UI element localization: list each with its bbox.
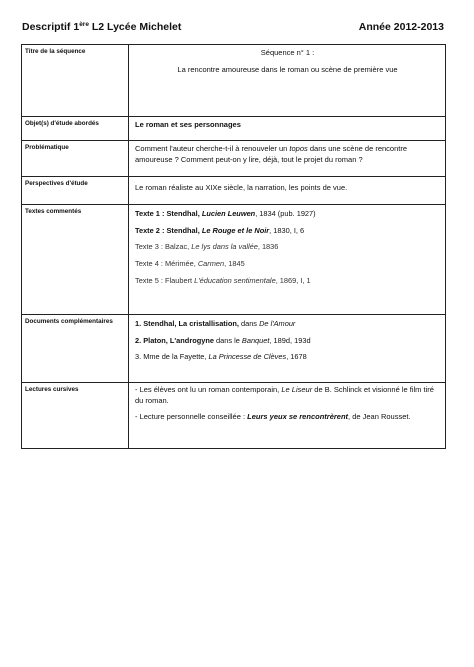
value-titre <box>129 45 446 117</box>
text-item-suffix: , 1869, I, 1 <box>275 275 311 285</box>
row-lectures <box>22 383 446 449</box>
document-item-prefix: 3. Mme de la Fayette, <box>135 352 209 362</box>
lectures-p1-text-b: de B. Schlinck et visionné le film tiré du roman. <box>135 385 434 405</box>
text-item-work: Le lys dans la vallée <box>191 242 258 252</box>
document-item-mid: dans le <box>216 335 242 345</box>
document-item-work: Banquet <box>241 335 270 345</box>
document-item <box>135 319 440 330</box>
value-textes <box>129 205 446 315</box>
text-item-work: L'éducation sentimentale <box>194 275 276 285</box>
row-perspectives <box>22 177 446 205</box>
lectures-p2-text-b: , de Jean Rousset. <box>348 411 411 421</box>
label-objet: Objet(s) d'étude abordés <box>22 117 129 141</box>
text-item-prefix: Texte 2 : Stendhal, <box>135 225 202 235</box>
document-item-suffix: , 1678 <box>286 352 307 362</box>
text-item-work: Carmen <box>197 259 225 269</box>
header-class-suffix: L2 Lycée Michelet <box>88 21 182 33</box>
value-documents <box>129 315 446 383</box>
text-item-suffix: , 1836 <box>257 242 279 252</box>
lectures-paragraph-2 <box>135 412 440 423</box>
label-documents: Documents complémentaires <box>22 315 129 383</box>
document-item <box>135 336 440 347</box>
value-objet: Le roman et ses personnages <box>129 117 446 141</box>
text-item-work: Lucien Leuwen <box>201 209 256 218</box>
document-item-prefix: 1. Stendhal, La cristallisation, <box>135 319 241 328</box>
text-item <box>135 209 440 220</box>
label-perspectives: Perspectives d'étude <box>22 177 129 205</box>
sequence-number: Séquence n° 1 : <box>260 48 315 57</box>
text-item <box>135 226 440 237</box>
text-item-prefix: Texte 1 : Stendhal, <box>135 209 202 218</box>
value-perspectives: Le roman réaliste au XIXe siècle, la narration, les points de vue. <box>129 177 446 205</box>
problematique-topos: topos <box>289 144 308 153</box>
text-item <box>135 242 440 253</box>
row-titre <box>22 45 446 117</box>
document-item <box>135 352 440 363</box>
row-documents <box>22 315 446 383</box>
label-titre: Titre de la séquence <box>22 45 129 117</box>
lectures-p2-work: Leurs yeux se rencontrèrent <box>247 411 349 421</box>
problematique-line-1 <box>135 144 440 155</box>
sequence-table <box>21 44 446 449</box>
text-item <box>135 276 440 287</box>
text-item-suffix: , 1834 (pub. 1927) <box>255 209 316 218</box>
document-item-work: La Princesse de Clèves <box>208 352 287 362</box>
header-class-prefix: Descriptif 1 <box>22 21 80 33</box>
label-textes: Textes commentés <box>22 205 129 315</box>
header-class-info <box>22 21 181 33</box>
document-item-mid: dans <box>240 319 260 328</box>
value-lectures <box>129 383 446 449</box>
text-item-prefix: Texte 3 : Balzac, <box>135 242 192 252</box>
header-class-sup: ère <box>79 21 89 28</box>
label-problematique: Problématique <box>22 141 129 177</box>
text-item-prefix: Texte 5 : Flaubert <box>135 275 195 285</box>
document-item-work: De l'Amour <box>259 319 296 328</box>
problematique-line-2: amoureuse ? Comment peut-on y lire, déjà, tout le projet du roman ? <box>135 154 363 164</box>
text-item-suffix: , 1845 <box>224 259 245 269</box>
header-year: Année 2012-2013 <box>358 21 444 33</box>
problematique-text-a: Comment l'auteur cherche-t-il à renouveler un <box>135 144 290 153</box>
lectures-p2-text-a: - Lecture personnelle conseillée : <box>135 411 248 421</box>
label-lectures: Lectures cursives <box>22 383 129 449</box>
row-objet <box>22 117 446 141</box>
value-problematique <box>129 141 446 177</box>
lectures-paragraph-1 <box>135 385 440 407</box>
row-textes <box>22 205 446 315</box>
row-problematique <box>22 141 446 177</box>
sequence-title: La rencontre amoureuse dans le roman ou scène de première vue <box>177 64 398 74</box>
lectures-p1-text-a: - Les élèves ont lu un roman contemporain, <box>135 385 282 394</box>
lectures-p1-work: Le Liseur <box>281 385 313 394</box>
problematique-text-b: dans une scène de rencontre <box>307 144 408 153</box>
document-item-prefix: 2. Platon, L'androgyne <box>135 335 217 345</box>
text-item-suffix: , 1830, I, 6 <box>269 225 305 235</box>
text-item-work: Le Rouge et le Noir <box>201 225 270 235</box>
text-item-prefix: Texte 4 : Mérimée, <box>135 259 198 269</box>
document-item-suffix: , 189d, 193d <box>269 335 311 345</box>
text-item <box>135 259 440 270</box>
document-header <box>22 21 444 35</box>
